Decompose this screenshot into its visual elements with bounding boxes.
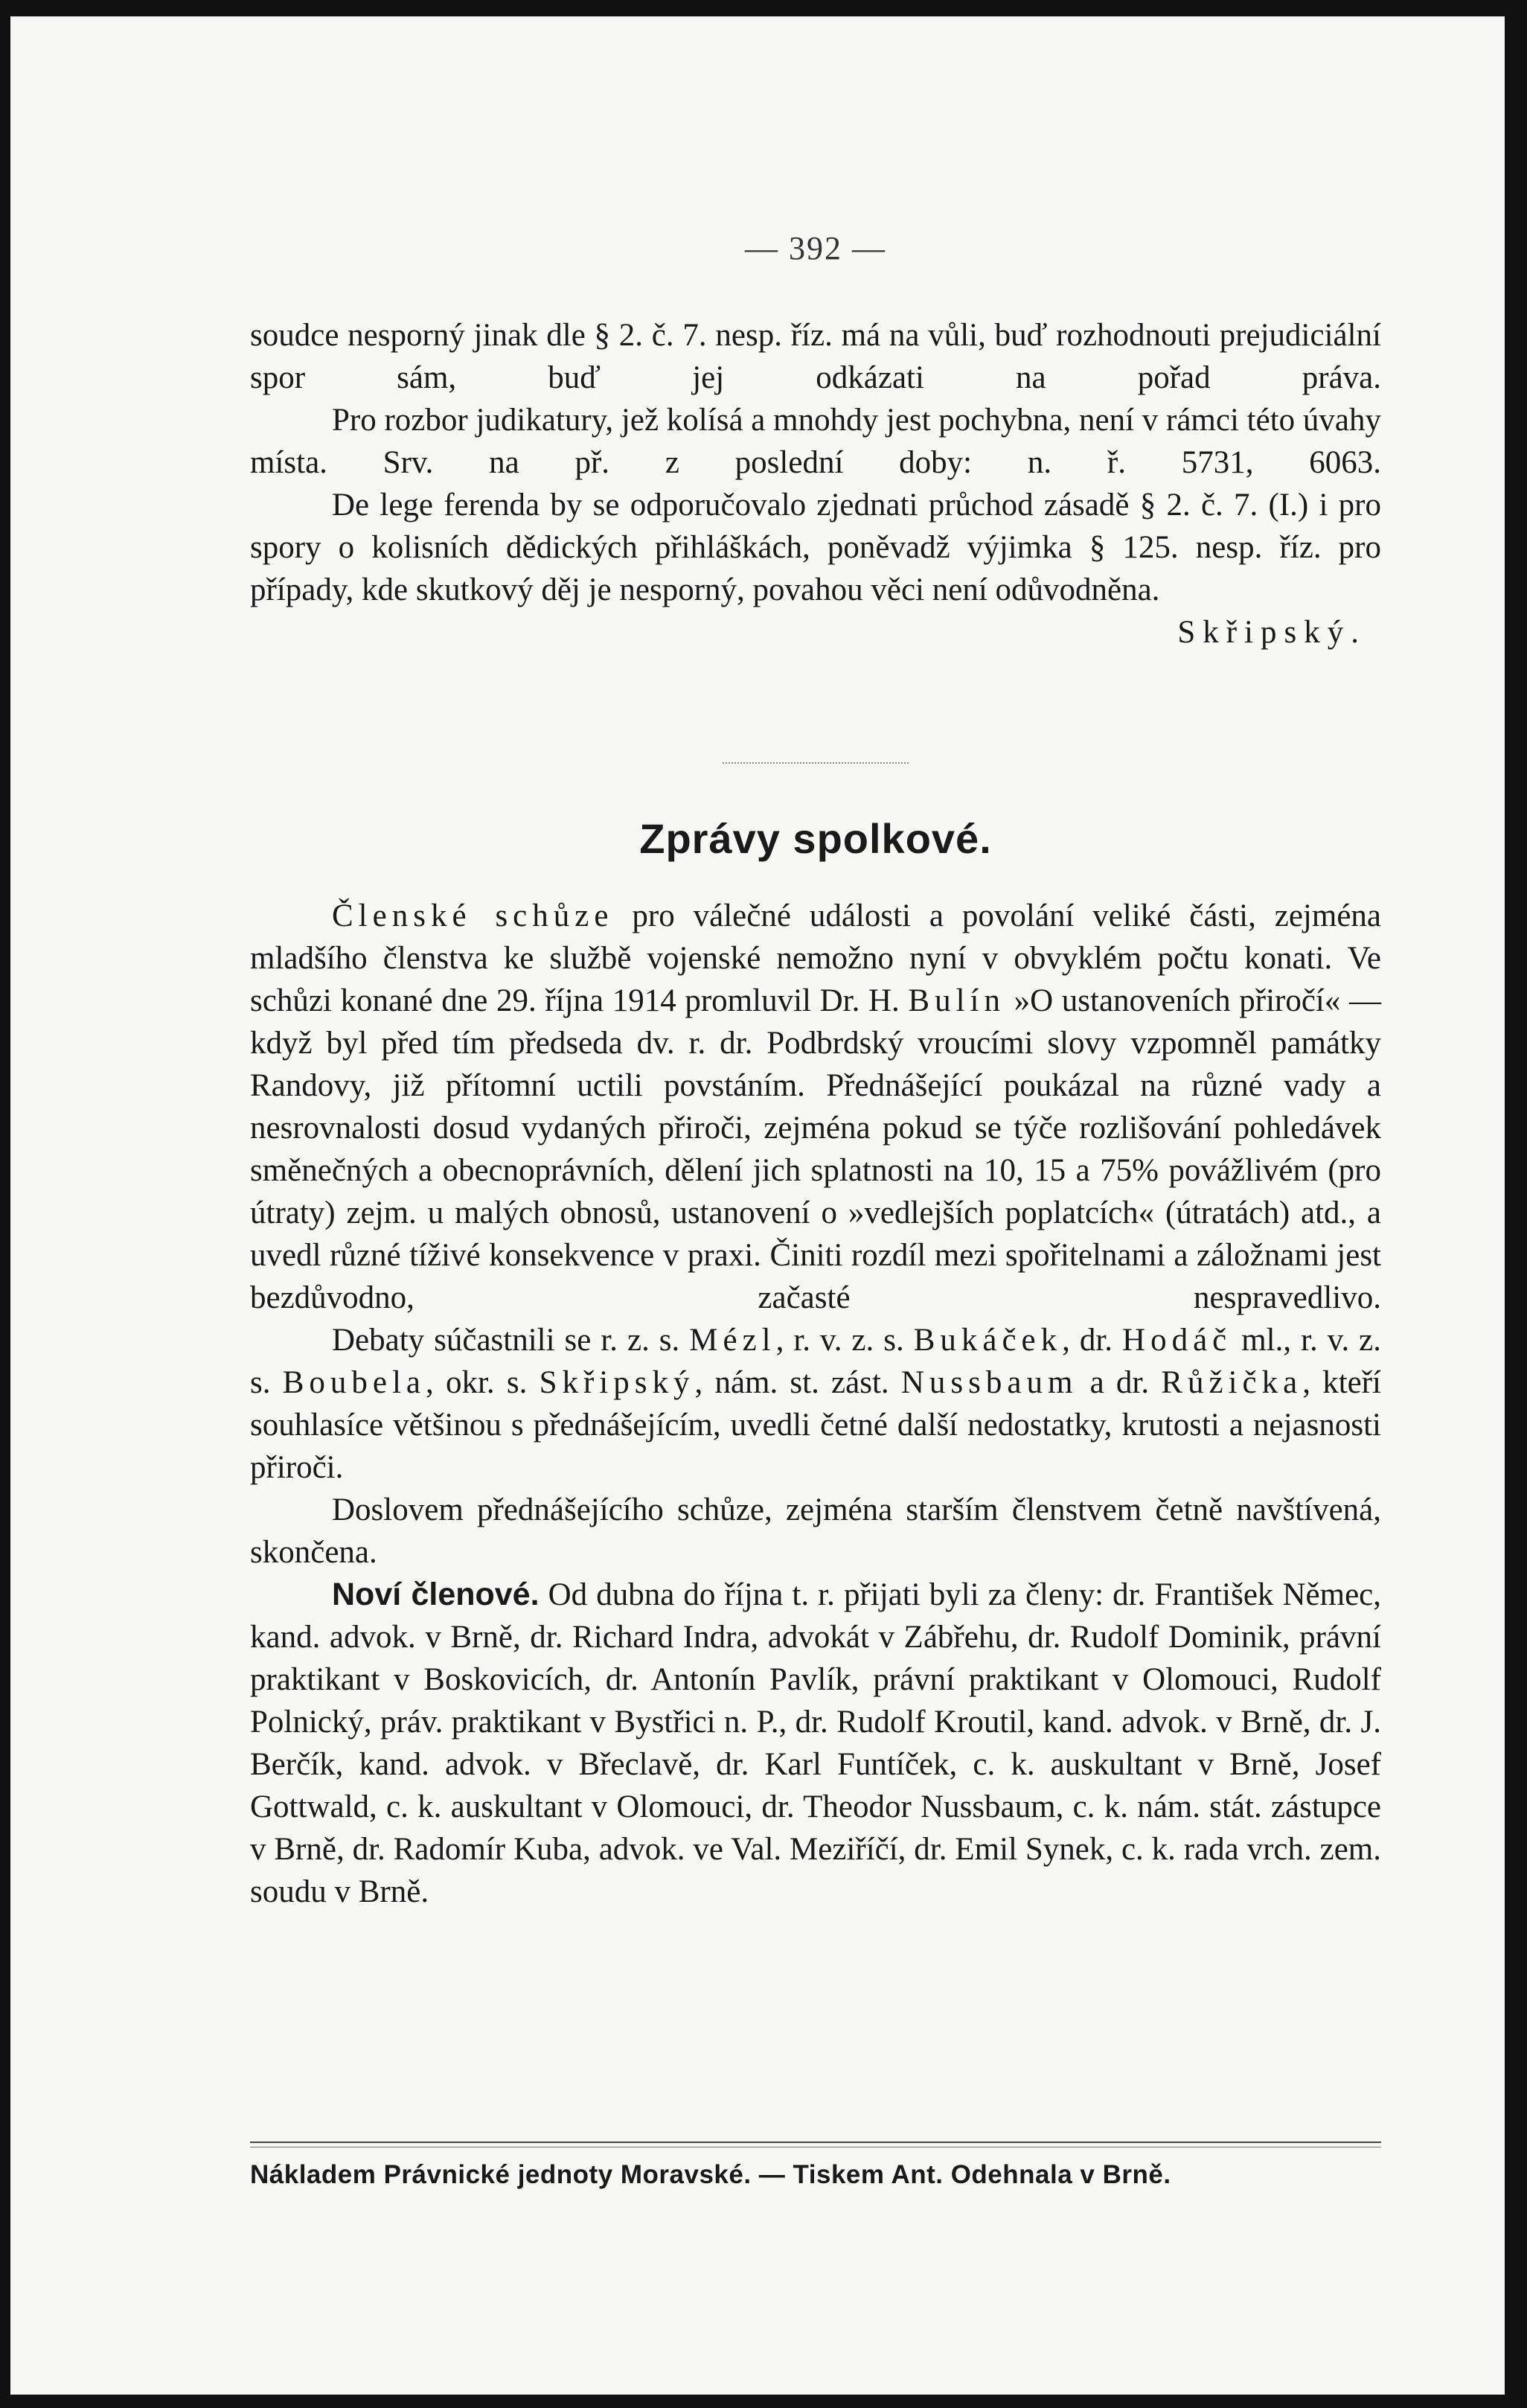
- top-section: [250, 314, 1381, 654]
- spaced-term: Členské schůze: [332, 898, 614, 933]
- text-run: »O ustanoveních přiročí« — když byl před tím předseda dv. r. dr. Podbrdský vroucími slovy vzpomněl památky Randovy, již přítomní uctili povstáním. Přednášející poukázal na různé vady a nesrovnalosti dosud vydaných přiroči, zejména pokud se týče rozlišování pohledávek směnečných a obecnoprávních, dělení jich splatnosti na 10, 15 a 75% povážlivém (pro útraty) zejm. u malých obnosů, ustanovení o »vedlejších poplatcích« (útratách) atd., a uvedl různé tíživé konsekvence v praxi. Činiti rozdíl mezi spořitelnami a záložnami jest bezdůvodno, začasté nespravedlivo.: [250, 983, 1381, 1315]
- section-heading: Zprávy spolkové.: [639, 815, 992, 862]
- footer-rule: [250, 2142, 1381, 2143]
- top-paragraph-1: soudce nesporný jinak dle § 2. č. 7. nesp. říz. má na vůli, buď rozhodnouti prejudiciální spor sám, buď jej odkázati na pořad práva.: [250, 318, 1381, 395]
- person-name: Nussbaum: [900, 1365, 1078, 1400]
- text-run: Debaty súčastnili se r. z. s.: [332, 1323, 690, 1358]
- signature: Skřipský.: [1177, 615, 1366, 650]
- news-paragraph-2: [250, 1319, 1381, 1489]
- section-divider: [723, 762, 909, 764]
- top-paragraph-2: Pro rozbor judikatury, jež kolísá a mnohdy jest pochybna, není v rámci této úvahy místa. Srv. na př. z poslední doby: n. ř. 5731, 6063.: [250, 403, 1381, 480]
- person-name: Boubela: [282, 1365, 426, 1400]
- text-run: , nám. st. zást.: [694, 1365, 901, 1400]
- top-paragraph-3: [250, 484, 1381, 650]
- text-run: , r. v. z. s.: [775, 1323, 914, 1358]
- person-name: Mézl: [689, 1323, 776, 1358]
- person-name: Skřipský: [539, 1365, 695, 1400]
- text-run: pro válečné události a povolání veliké části, zejména mladšího členstva ke službě vojenské nemožno nyní v obvyklém počtu konati. Ve schůzi konané dne 29. října 1914 promluvil Dr. H.: [250, 898, 1381, 1018]
- text-run: , dr.: [1062, 1323, 1123, 1358]
- news-paragraph-4: [250, 1574, 1381, 1913]
- person-name: Hodáč: [1122, 1323, 1232, 1358]
- text-run: Od dubna do října t. r. přijati byli za členy: dr. František Němec, kand. advok. v Brně, dr. Richard Indra, advokát v Zábřehu, dr. Rudolf Dominik, právní praktikant v Boskovicích, dr. Antonín Pavlík, právní praktikant v Olomouci, Rudolf Polnický, práv. praktikant v Bystřici n. P., dr. Rudolf Kroutil, kand. advok. v Brně, dr. J. Berčík, kand. advok. v Břeclavě, dr. Karl Funtíček, c. k. auskultant v Brně, Josef Gottwald, c. k. auskultant v Olomouci, dr. Theodor Nussbaum, c. k. nám. stát. zástupce v Brně, dr. Radomír Kuba, advok. ve Val. Meziříčí, dr. Emil Synek, c. k. rada vrch. zem. soudu v Brně.: [250, 1577, 1381, 1909]
- text-run: a dr.: [1078, 1365, 1162, 1400]
- page-sheet: [10, 16, 1505, 2395]
- new-members-label: Noví členové.: [332, 1577, 540, 1612]
- publisher-footer: Nákladem Právnické jednoty Moravské. — Tiskem Ant. Odehnala v Brně.: [250, 2160, 1171, 2189]
- person-name: Růžička: [1161, 1365, 1303, 1400]
- person-name: Bukáček: [913, 1323, 1063, 1358]
- speaker-name: Bulín: [908, 983, 1005, 1018]
- text-run: , kteří souhlasíce většinou s přednášejícím, uvedli četné další nedostatky, krutosti a nejasnosti přiroči.: [250, 1365, 1381, 1485]
- news-section: [250, 895, 1381, 1913]
- news-paragraph-1: [250, 895, 1381, 1319]
- top-paragraph-3-text: De lege ferenda by se odporučovalo zjednati průchod zásadě § 2. č. 7. (I.) i pro spory o kolisních dědických přihláškách, poněvadž výjimka § 125. nesp. říz. pro případy, kde skutkový děj je nesporný, povahou věci není odůvodněna.: [250, 488, 1381, 607]
- text-run: , okr. s.: [426, 1365, 540, 1400]
- text-run: ml., r. v. z. s.: [250, 1323, 1382, 1400]
- page-number: — 392 —: [745, 230, 886, 266]
- news-paragraph-3: Doslovem přednášejícího schůze, zejména starším členstvem četně navštívená, skončena.: [250, 1492, 1381, 1570]
